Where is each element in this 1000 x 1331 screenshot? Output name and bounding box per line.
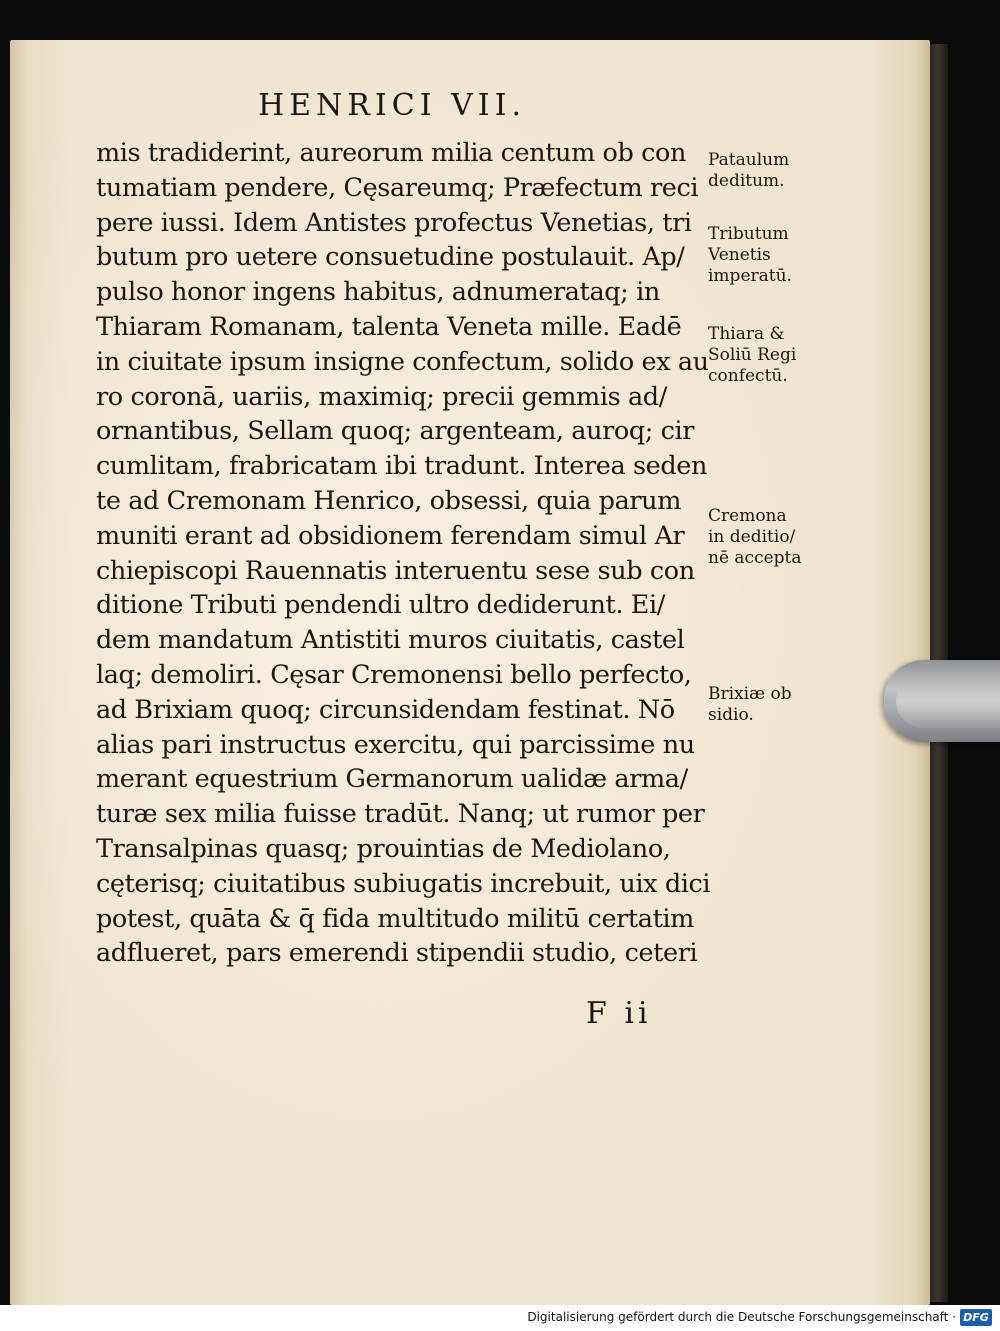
text-line: cęterisq; ciuitatibus subiugatis increbuit, uix dici bbox=[96, 868, 711, 899]
margin-note: Thiara & Soliū Regi confectū. bbox=[708, 324, 797, 386]
page-clip bbox=[884, 660, 1000, 742]
text-line: tumatiam pendere, Cęsareumq; Præfectum reci bbox=[96, 172, 699, 203]
text-line: Transalpinas quasq; prouintias de Mediolano, bbox=[96, 833, 671, 864]
text-line: laq; demoliri. Cęsar Cremonensi bello perfecto, bbox=[96, 659, 692, 690]
margin-note: Brixiæ ob sidio. bbox=[708, 684, 792, 725]
text-line: Thiaram Romanam, talenta Veneta mille. Eadē bbox=[96, 311, 682, 342]
text-line: ornantibus, Sellam quoq; argenteam, auroq; cir bbox=[96, 416, 695, 447]
margin-note: Pataulum deditum. bbox=[708, 150, 790, 191]
text-line: ditione Tributi pendendi ultro dediderunt. Ei/ bbox=[96, 590, 665, 621]
text-line: te ad Cremonam Henrico, obsessi, quia parum bbox=[96, 485, 681, 516]
text-line: turæ sex milia fuisse tradūt. Nanq; ut rumor per bbox=[96, 799, 705, 830]
margin-note: Cremona in deditio/ nē accepta bbox=[708, 506, 802, 568]
text-line: mis tradiderint, aureorum milia centum ob con bbox=[96, 138, 686, 168]
text-line: pulso honor ingens habitus, adnumerataq; in bbox=[96, 277, 660, 308]
page-clip-highlight bbox=[896, 674, 1000, 728]
footer-credit: Digitalisierung gefördert durch die Deutsche Forschungsgemeinschaft · bbox=[527, 1310, 956, 1324]
text-line: butum pro uetere consuetudine postulauit. Ap/ bbox=[96, 242, 685, 273]
text-line: in ciuitate ipsum insigne confectum, solido ex au bbox=[96, 346, 709, 377]
dfg-logo-icon: DFG bbox=[960, 1309, 992, 1326]
text-line: merant equestrium Germanorum ualidæ arma/ bbox=[96, 764, 688, 795]
footer-bar bbox=[0, 1305, 1000, 1331]
text-line: potest, quāta & q̄ fida multitudo militū certatim bbox=[96, 903, 694, 934]
margin-note: Tributum Venetis imperatū. bbox=[708, 224, 792, 286]
text-line: alias pari instructus exercitu, qui parcissime nu bbox=[96, 729, 695, 760]
text-line: ro coronā, uariis, maximiq; precii gemmis ad/ bbox=[96, 381, 667, 412]
text-line: chiepiscopi Rauennatis interuentu sese sub con bbox=[96, 555, 695, 586]
text-line: cumlitam, frabricatam ibi tradunt. Interea seden bbox=[96, 451, 708, 482]
text-line: adflueret, pars emerendi stipendii studio, ceteri bbox=[96, 938, 698, 969]
body-text bbox=[96, 136, 711, 971]
signature-mark: F ii bbox=[586, 996, 652, 1031]
text-line: pere iussi. Idem Antistes profectus Venetias, tri bbox=[96, 207, 692, 238]
text-line: ad Brixiam quoq; circunsidendam festinat. Nō bbox=[96, 694, 675, 725]
text-line: dem mandatum Antistiti muros ciuitatis, castel bbox=[96, 625, 685, 656]
text-line: muniti erant ad obsidionem ferendam simul Ar bbox=[96, 520, 685, 551]
running-head: HENRICI VII. bbox=[258, 88, 526, 123]
